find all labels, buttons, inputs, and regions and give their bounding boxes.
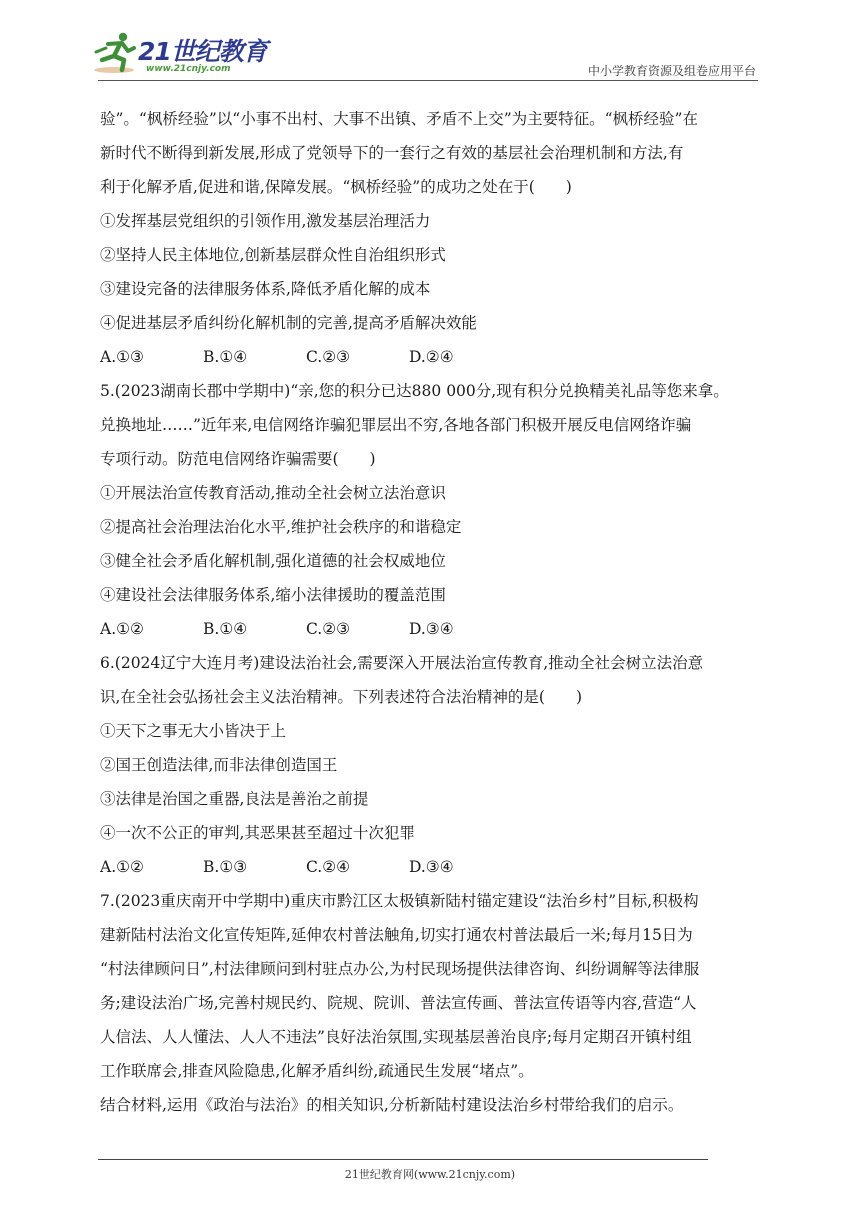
option-c[interactable]: C.②③	[306, 348, 351, 366]
logo-text: 21世纪教育	[138, 37, 267, 66]
footer-link[interactable]: 21世纪教育网(www.21cnjy.com)	[344, 1168, 516, 1181]
logo-url: www.21cnjy.com	[146, 64, 231, 74]
option-c[interactable]: C.②③	[306, 620, 351, 638]
question-6	[100, 646, 760, 884]
statement: ③健全社会矛盾化解机制,强化道德的社会权威地位	[100, 552, 446, 570]
statement: ③建设完备的法律服务体系,降低矛盾化解的成本	[100, 280, 431, 298]
answer-options	[100, 612, 760, 646]
statement: ②国王创造法律,而非法律创造国王	[100, 756, 338, 774]
option-b[interactable]: B.①④	[203, 620, 248, 638]
option-b[interactable]: B.①③	[203, 858, 248, 876]
statement: ④一次不公正的审判,其恶果甚至超过十次犯罪	[100, 824, 415, 842]
running-figure-icon	[92, 30, 142, 74]
statement: ①发挥基层党组织的引领作用,激发基层治理活力	[100, 212, 431, 230]
question-content	[100, 102, 760, 1122]
page-header	[0, 0, 860, 84]
header-divider	[98, 80, 758, 81]
question-stem-line: 5.(2023湖南长郡中学期中)“亲,您的积分已达880 000分,现有积分兑换精美礼品等您来拿。	[100, 382, 729, 400]
question-7	[100, 884, 760, 1122]
answer-options	[100, 340, 760, 374]
answer-options	[100, 850, 760, 884]
option-c[interactable]: C.②④	[306, 858, 351, 876]
option-d[interactable]: D.③④	[409, 858, 454, 876]
question-stem-line: 6.(2024辽宁大连月考)建设法治社会,需要深入开展法治宣传教育,推动全社会树立法治意	[100, 654, 704, 672]
statement: ②坚持人民主体地位,创新基层群众性自治组织形式	[100, 246, 446, 264]
question-4	[100, 102, 760, 374]
option-d[interactable]: D.②④	[409, 348, 454, 366]
option-a[interactable]: A.①③	[100, 348, 144, 366]
footer-divider	[98, 1159, 708, 1160]
question-stem-line: 识,在全社会弘扬社会主义法治精神。下列表述符合法治精神的是( )	[100, 688, 583, 706]
question-stem-line: 务;建设法治广场,完善村规民约、院规、院训、普法宣传画、普法宣传语等内容,营造“人	[100, 994, 697, 1012]
option-d[interactable]: D.③④	[409, 620, 454, 638]
option-a[interactable]: A.①②	[100, 620, 144, 638]
statement: ③法律是治国之重器,良法是善治之前提	[100, 790, 369, 808]
statement: ④建设社会法律服务体系,缩小法律援助的覆盖范围	[100, 586, 446, 604]
option-b[interactable]: B.①④	[203, 348, 248, 366]
question-stem-line: 7.(2023重庆南开中学期中)重庆市黔江区太极镇新陆村锚定建设“法治乡村”目标,积极构	[100, 892, 699, 910]
question-stem-line: “村法律顾问日”,村法律顾问到村驻点办公,为村民现场提供法律咨询、纠纷调解等法律服	[100, 960, 700, 978]
statement: ①天下之事无大小皆决于上	[100, 722, 287, 740]
question-stem-line: 建新陆村法治文化宣传矩阵,延伸农村普法触角,切实打通农村普法最后一米;每月15日为	[100, 926, 693, 944]
platform-title: 中小学教育资源及组卷应用平台	[587, 64, 756, 78]
site-logo[interactable]	[92, 30, 267, 80]
statement: ②提高社会治理法治化水平,维护社会秩序的和谐稳定	[100, 518, 462, 536]
question-stem-line: 验”。“枫桥经验”以“小事不出村、大事不出镇、矛盾不上交”为主要特征。“枫桥经验”在	[100, 110, 698, 128]
question-stem-line: 利于化解矛盾,促进和谐,保障发展。“枫桥经验”的成功之处在于( )	[100, 178, 572, 196]
question-stem-line: 新时代不断得到新发展,形成了党领导下的一套行之有效的基层社会治理机制和方法,有	[100, 144, 684, 162]
question-prompt: 结合材料,运用《政治与法治》的相关知识,分析新陆村建设法治乡村带给我们的启示。	[100, 1096, 684, 1114]
question-stem-line: 人信法、人人懂法、人人不违法”良好法治氛围,实现基层善治良序;每月定期召开镇村组	[100, 1028, 692, 1046]
question-stem-line: 兑换地址……”近年来,电信网络诈骗犯罪层出不穷,各地各部门积极开展反电信网络诈骗	[100, 416, 692, 434]
option-a[interactable]: A.①②	[100, 858, 144, 876]
statement: ④促进基层矛盾纠纷化解机制的完善,提高矛盾解决效能	[100, 314, 477, 332]
statement: ①开展法治宣传教育活动,推动全社会树立法治意识	[100, 484, 446, 502]
question-5	[100, 374, 760, 646]
question-stem-line: 工作联席会,排查风险隐患,化解矛盾纠纷,疏通民生发展“堵点”。	[100, 1062, 534, 1080]
question-stem-line: 专项行动。防范电信网络诈骗需要( )	[100, 450, 376, 468]
